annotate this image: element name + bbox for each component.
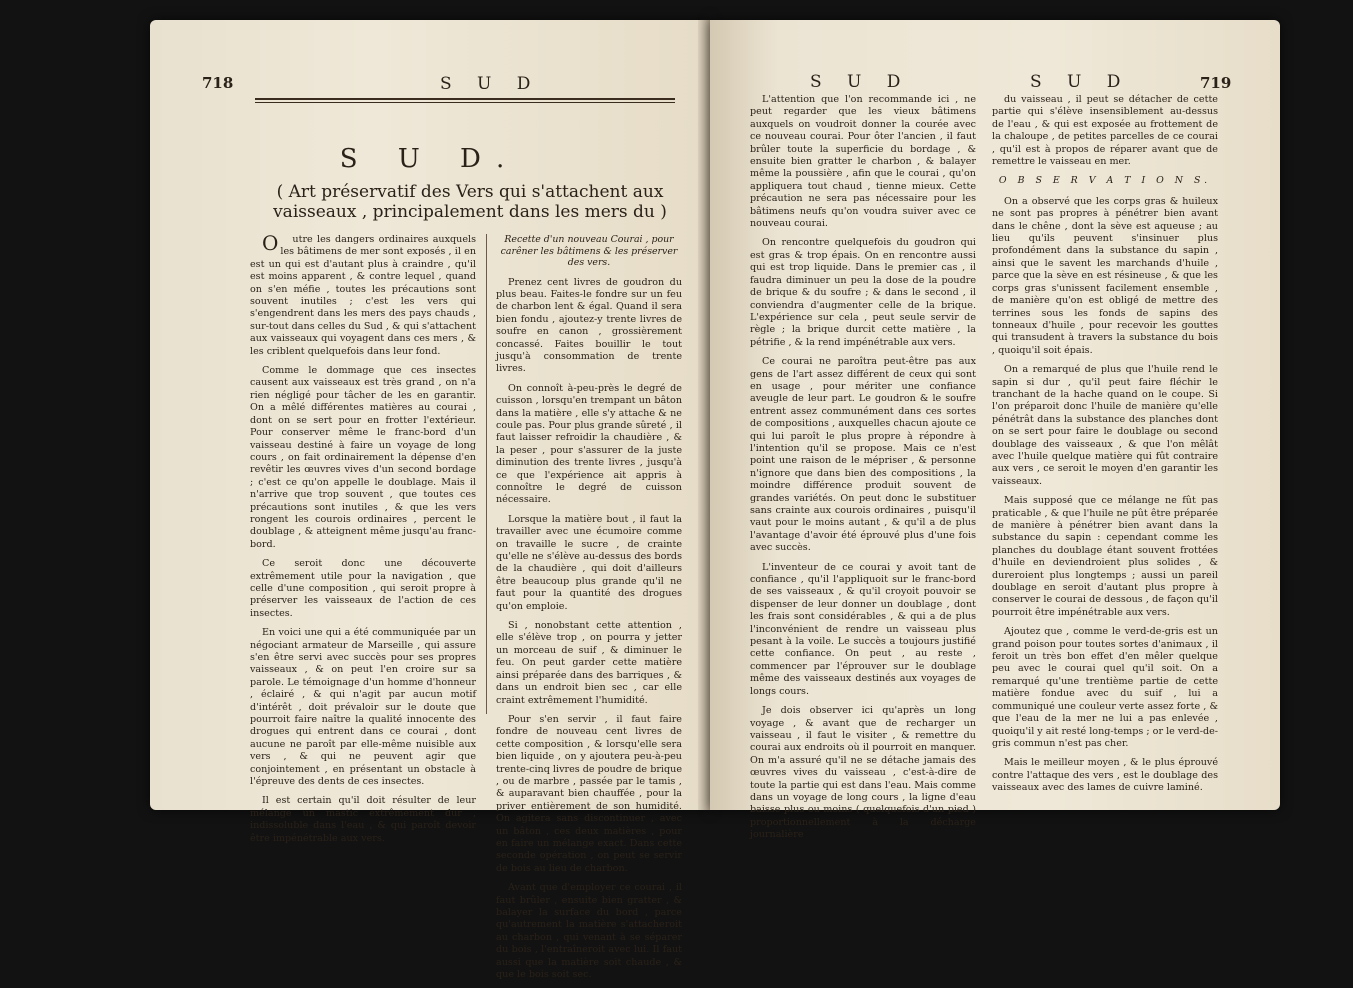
open-book <box>150 20 1280 981</box>
running-head-left: S U D <box>440 74 541 94</box>
paragraph: du vaisseau , il peut se détacher de cette partie qui s'élève insensiblement au-dessus de l'eau , & qui est exposée au frottement de la chaloupe , de petites parcelles de ce courai , qu'il est à propos de réparer avant que de remettre le vaisseau en mer. <box>992 94 1218 168</box>
paragraph: L'attention que l'on recommande ici , ne peut regarder que les vieux bâtimens auxquels on voudroit donner la courée avec ce nouveau courai. Pour ôter l'ancien , il faut brûler toute la superficie du bordage , & ensuite bien gratter le charbon , & balayer même la poussière , afin que le courai , qu'on appliquera tout chaud , tienne mieux. Cette précaution ne sera pas nécessaire pour les bâtimens neufs qu'on voudra suiver avec ce nouveau courai. <box>750 94 976 230</box>
right-column-1 <box>750 94 976 849</box>
running-head-right-b: S U D <box>1030 72 1131 92</box>
paragraph: Pour s'en servir , il faut faire fondre de nouveau cent livres de cette composition , & lorsqu'elle sera bien liquide , on y ajoutera peu-à-peu trente-cinq livres de poudre de brique , ou de marbre , passée par le tamis , & auparavant bien chauffée , pour la priver entièrement de son humidité. On agitera sans discontinuer , avec un bâton , ces deux matières , pour en faire un mélange exact. Dans cette seconde opération , on peut se servir de bois au lieu de charbon. <box>496 713 682 874</box>
article-title: S U D. <box>339 144 521 174</box>
paragraph: Ajoutez que , comme le verd-de-gris est un grand poison pour toutes sortes d'animaux , il feroit un très bon effet d'en mêler quelque peu avec le courai quel qu'il soit. On a remarqué qu'une trentième partie de cette matière fondue avec du suif , lui a communiqué une couleur verte assez forte , & que l'eau de la mer ne lui a pas enlevée , quoiqu'il y ait resté long-temps ; or le verd-de-gris commun n'est pas cher. <box>992 626 1219 749</box>
paragraph: On connoît à-peu-près le degré de cuisson , lorsqu'en trempant un bâton dans la matière , elle s'y attache & ne coule pas. Pour plus grande sûreté , il faut laisser refroidir la chaudière , & la peser , pour s'assurer de la juste diminution des trente livres , jusqu'à ce que l'expérience ait appris à connoître le degré de cuisson nécessaire. <box>496 382 682 506</box>
header-rule-thin <box>255 102 675 103</box>
paragraph: Ce seroit donc une découverte extrêmement utile pour la navigation , que celle d'une composition , qui seroit propre à préserver les vaisseaux de l'action de ces insectes. <box>250 558 476 619</box>
paragraph: Comme le dommage que ces insectes causent aux vaisseaux est très grand , on n'a rien négligé pour tâcher de les en garantir. On a mêlé différentes matières au courai , dont on se sert pour en frotter l'extérieur. Pour conserver même le franc-bord d'un vaisseau destiné à faire un voyage de long cours , on fait ordinairement la dépense d'en revêtir les œuvres vives d'un second bordage ; c'est ce qu'on appelle le doublage. Mais il n'arrive que trop souvent , que toutes ces précautions sont inutiles , & que les vers rongent les courois ordinaires , percent le doublage , & atteignent même jusqu'au franc-bord. <box>250 365 476 550</box>
left-column-1 <box>250 231 476 852</box>
running-head-right-a: S U D <box>810 72 911 92</box>
paragraph: Ce courai ne paroîtra peut-être pas aux gens de l'art assez différent de ceux qui sont en usage , pour mériter une confiance aveugle de leur part. Le goudron & le soufre entrent assez communément dans ces sortes de compositions , auxquelles chacun ajoute ce qui lui paroît le plus propre à répondre à l'intention qu'il se propose. Mais ce n'est point une raison de le mépriser , & personne n'ignore que dans bien des compositions , la moindre différence produit souvent de grandes variétés. On peut donc le substituer sans crainte aux courois ordinaires , puisqu'il vaut pour le moins autant , & qu'il a de plus l'avantage d'avoir été éprouvé plus d'une fois avec succès. <box>750 356 976 554</box>
paragraph: Mais le meilleur moyen , & le plus éprouvé contre l'attaque des vers , est le doublage des vaisseaux avec des lames de cuivre laminé. <box>992 757 1218 794</box>
paragraph: Mais supposé que ce mélange ne fût pas praticable , & que l'huile ne pût être préparée de manière à pénétrer bien avant dans la substance du sapin : cependant comme les planches du doublage étant souvent frottées d'huile en deviendroient plus solides , & dureroient plus longtemps ; aussi un pareil doublage en seroit d'autant plus propre à conserver le courai de dessous , de façon qu'il pourroit être impénétrable aux vers. <box>992 495 1218 618</box>
paragraph: En voici une qui a été communiquée par un négociant armateur de Marseille , qui assure s'en être servi avec succès pour ses propres vaisseaux , & on peut l'en croire sur sa parole. Le témoignage d'un homme d'honneur , éclairé , & qui n'agit par aucun motif d'intérêt , doit prévaloir sur le doute que pourroit faire naître la qualité innocente des drogues qui entrent dans ce courai , dont aucune ne paroît par elle-même nuisible aux vers , & qui ne peuvent agir que conjointement , en présentant un obstacle à l'épreuve des dents de ces insectes. <box>250 627 476 788</box>
paragraph: On a remarqué de plus que l'huile rend le sapin si dur , qu'il peut faire fléchir le tranchant de la hache quand on le coupe. Si l'on préparoit donc l'huile de manière qu'elle pénétrât dans la substance des planches dont on se sert pour faire le doublage ou second doublage des vaisseaux , & que l'on mêlât avec l'huile quelque matière qui fût contraire aux vers , ce seroit le moyen d'en garantir les vaisseaux. <box>992 364 1218 487</box>
paragraph: On a observé que les corps gras & huileux ne sont pas propres à pénétrer bien avant dans le chêne , dont la sève est aqueuse ; au lieu qu'ils peuvent s'insinuer plus profondément dans la substance du sapin , ainsi que le savent les marchands d'huile , parce que la sève en est résineuse , & que les corps gras s'unissent facilement ensemble , de manière qu'on est obligé de mettre des terrines sous les fonds de sapins des tonneaux d'huile , pour recevoir les gouttes qui transudent à travers la substance du bois , quoiqu'il soit épais. <box>992 195 1218 356</box>
paragraph: Outre les dangers ordinaires auxquels les bâtimens de mer sont exposés , il en est un qui est d'autant plus à craindre , qu'il est moins apparent , & contre lequel , quand on s'en méfie , toutes les précautions sont souvent inutiles ; c'est les vers qui s'engendrent dans les mers des pays chauds , sur-tout dans celles du Sud , & qui s'attachent aux vaisseaux qui voyagent dans ces mers , & les criblent quelquefois dans leur fond. <box>250 231 476 357</box>
page-number-right: 719 <box>1200 74 1232 92</box>
article-subtitle: ( Art préservatif des Vers qui s'attachent aux vaisseaux , principalement dans les mers du ) <box>273 182 667 222</box>
right-column-2 <box>992 94 1218 802</box>
left-page <box>150 20 710 981</box>
header-rule <box>255 98 675 100</box>
paragraph: L'inventeur de ce courai y avoit tant de confiance , qu'il l'appliquoit sur le franc-bord de ses vaisseaux , & qu'il croyoit pouvoir se dispenser de leur donner un doublage , dont les frais sont considérables , & qui a de plus l'inconvénient de rendre un vaisseau plus pesant à la voile. Le succès a toujours justifié cette confiance. On peut , au reste , commencer par l'éprouver sur le doublage même des vaisseaux destinés aux voyages de longs cours. <box>750 561 976 697</box>
column-divider <box>486 234 487 714</box>
paragraph: Lorsque la matière bout , il faut la travailler avec une écumoire comme on travaille le sucre , de crainte qu'elle ne s'élève au-dessus des bords de la chaudière , qui doit d'ailleurs être beaucoup plus grande qu'il ne faut pour la quantité des drogues qu'on emploie. <box>496 513 682 612</box>
paragraph: Avant que d'employer ce courai , il faut brûler , ensuite bien gratter , & balayer la surface du bord , parce qu'autrement la matière s'attacheroit au charbon , qui venant à se séparer du bois , l'entraîneroit avec lui. Il faut aussi que la matière soit chaude , & que le bois soit sec. <box>496 882 682 981</box>
left-column-2 <box>496 234 682 988</box>
page-number-left: 718 <box>202 74 234 92</box>
paragraph: Je dois observer ici qu'après un long voyage , & avant que de recharger un vaisseau , il faut le visiter , & remettre du courai aux endroits où il pourroit en manquer. On m'a assuré qu'il ne se détache jamais des œuvres vives du vaisseau , c'est-à-dire de toute la partie qui est dans l'eau. Mais comme dans un voyage de long cours , la ligne d'eau baisse plus ou moins ( quelquefois d'un pied ) proportionnellement à la décharge journalière <box>750 705 976 841</box>
paragraph: Il est certain qu'il doit résulter de leur mélange un mastic extrêmement dur , indissoluble dans l'eau , & qui paroît devoir être impénétrable aux vers. <box>250 795 476 844</box>
paragraph: Prenez cent livres de goudron du plus beau. Faites-le fondre sur un feu de charbon lent & égal. Quand il sera bien fondu , ajoutez-y trente livres de soufre en canon , grossièrement concassé. Faites bouillir le tout jusqu'à consommation de trente livres. <box>496 276 682 375</box>
recipe-heading: Recette d'un nouveau Courai , pour carêner les bâtimens & les préserver des vers. <box>500 234 678 268</box>
right-page <box>710 20 1280 841</box>
paragraph: On rencontre quelquefois du goudron qui est gras & trop épais. On en rencontre aussi qui est trop liquide. Dans le premier cas , il faudra diminuer un peu la dose de la poudre de brique & du soufre ; & dans le second , il conviendra d'augmenter celle de la brique. L'expérience sur cela , peut seule servir de règle ; la brique durcit cette matière , la pétrifie , & la rend impénétrable aux vers. <box>750 237 976 348</box>
paragraph: Si , nonobstant cette attention , elle s'élève trop , on pourra y jetter un morceau de suif , & diminuer le feu. On peut garder cette matière ainsi préparée dans des barriques , & dans un endroit bien sec , car elle craint extrêmement l'humidité. <box>496 620 682 706</box>
observations-heading: O B S E R V A T I O N S. <box>998 175 1212 187</box>
